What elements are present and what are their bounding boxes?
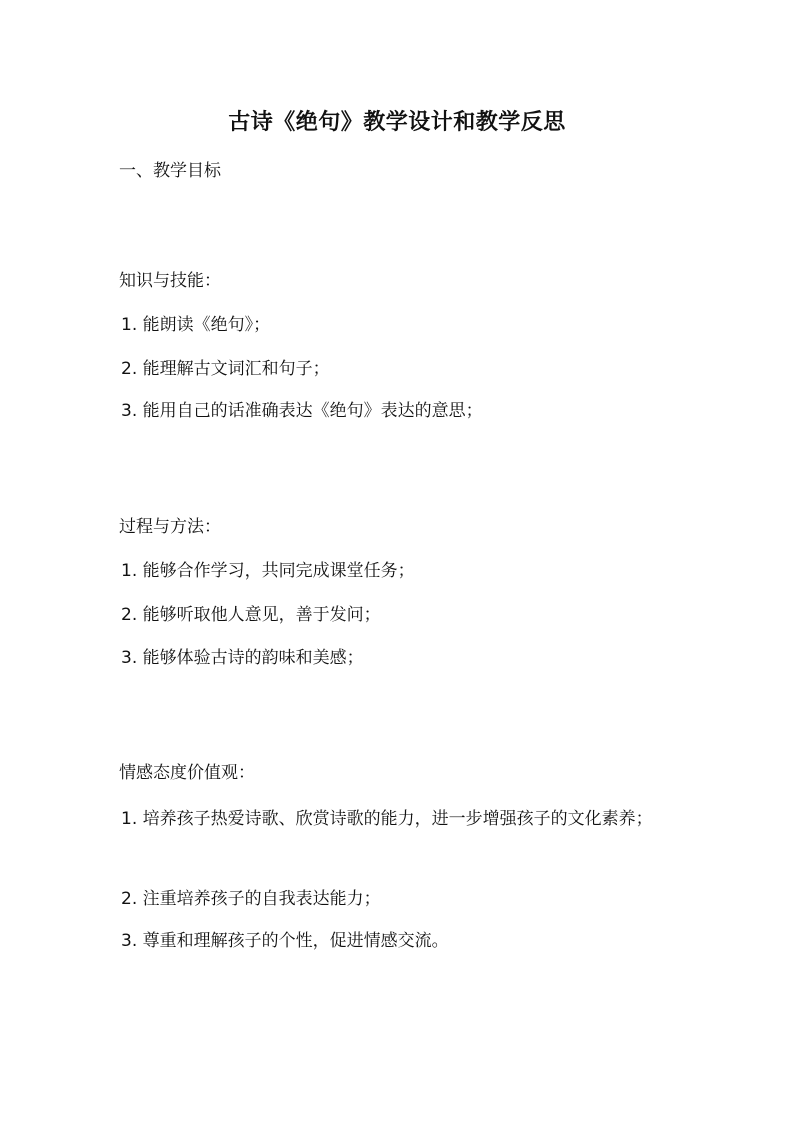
process-item-2: 2. 能够听取他人意见，善于发问；	[121, 605, 381, 625]
knowledge-skills-heading: 知识与技能：	[119, 271, 221, 291]
emotion-item-1: 1. 培养孩子热爱诗歌、欣赏诗歌的能力，进一步增强孩子的文化素养；	[121, 809, 653, 829]
emotion-item-2: 2. 注重培养孩子的自我表达能力；	[121, 889, 381, 909]
emotion-values-heading: 情感态度价值观：	[119, 763, 255, 783]
document-title: 古诗《绝句》教学设计和教学反思	[228, 110, 566, 135]
knowledge-item-2: 2. 能理解古文词汇和句子；	[121, 359, 330, 379]
knowledge-item-3: 3. 能用自己的话准确表达《绝句》表达的意思；	[121, 401, 483, 421]
process-item-1: 1. 能够合作学习，共同完成课堂任务；	[121, 561, 415, 581]
process-item-3: 3. 能够体验古诗的韵味和美感；	[121, 648, 364, 668]
process-methods-heading: 过程与方法：	[119, 517, 221, 537]
knowledge-item-1: 1. 能朗读《绝句》；	[121, 315, 271, 335]
section-heading-teaching-goals: 一、教学目标	[119, 161, 221, 181]
emotion-item-3: 3. 尊重和理解孩子的个性，促进情感交流。	[121, 931, 449, 951]
